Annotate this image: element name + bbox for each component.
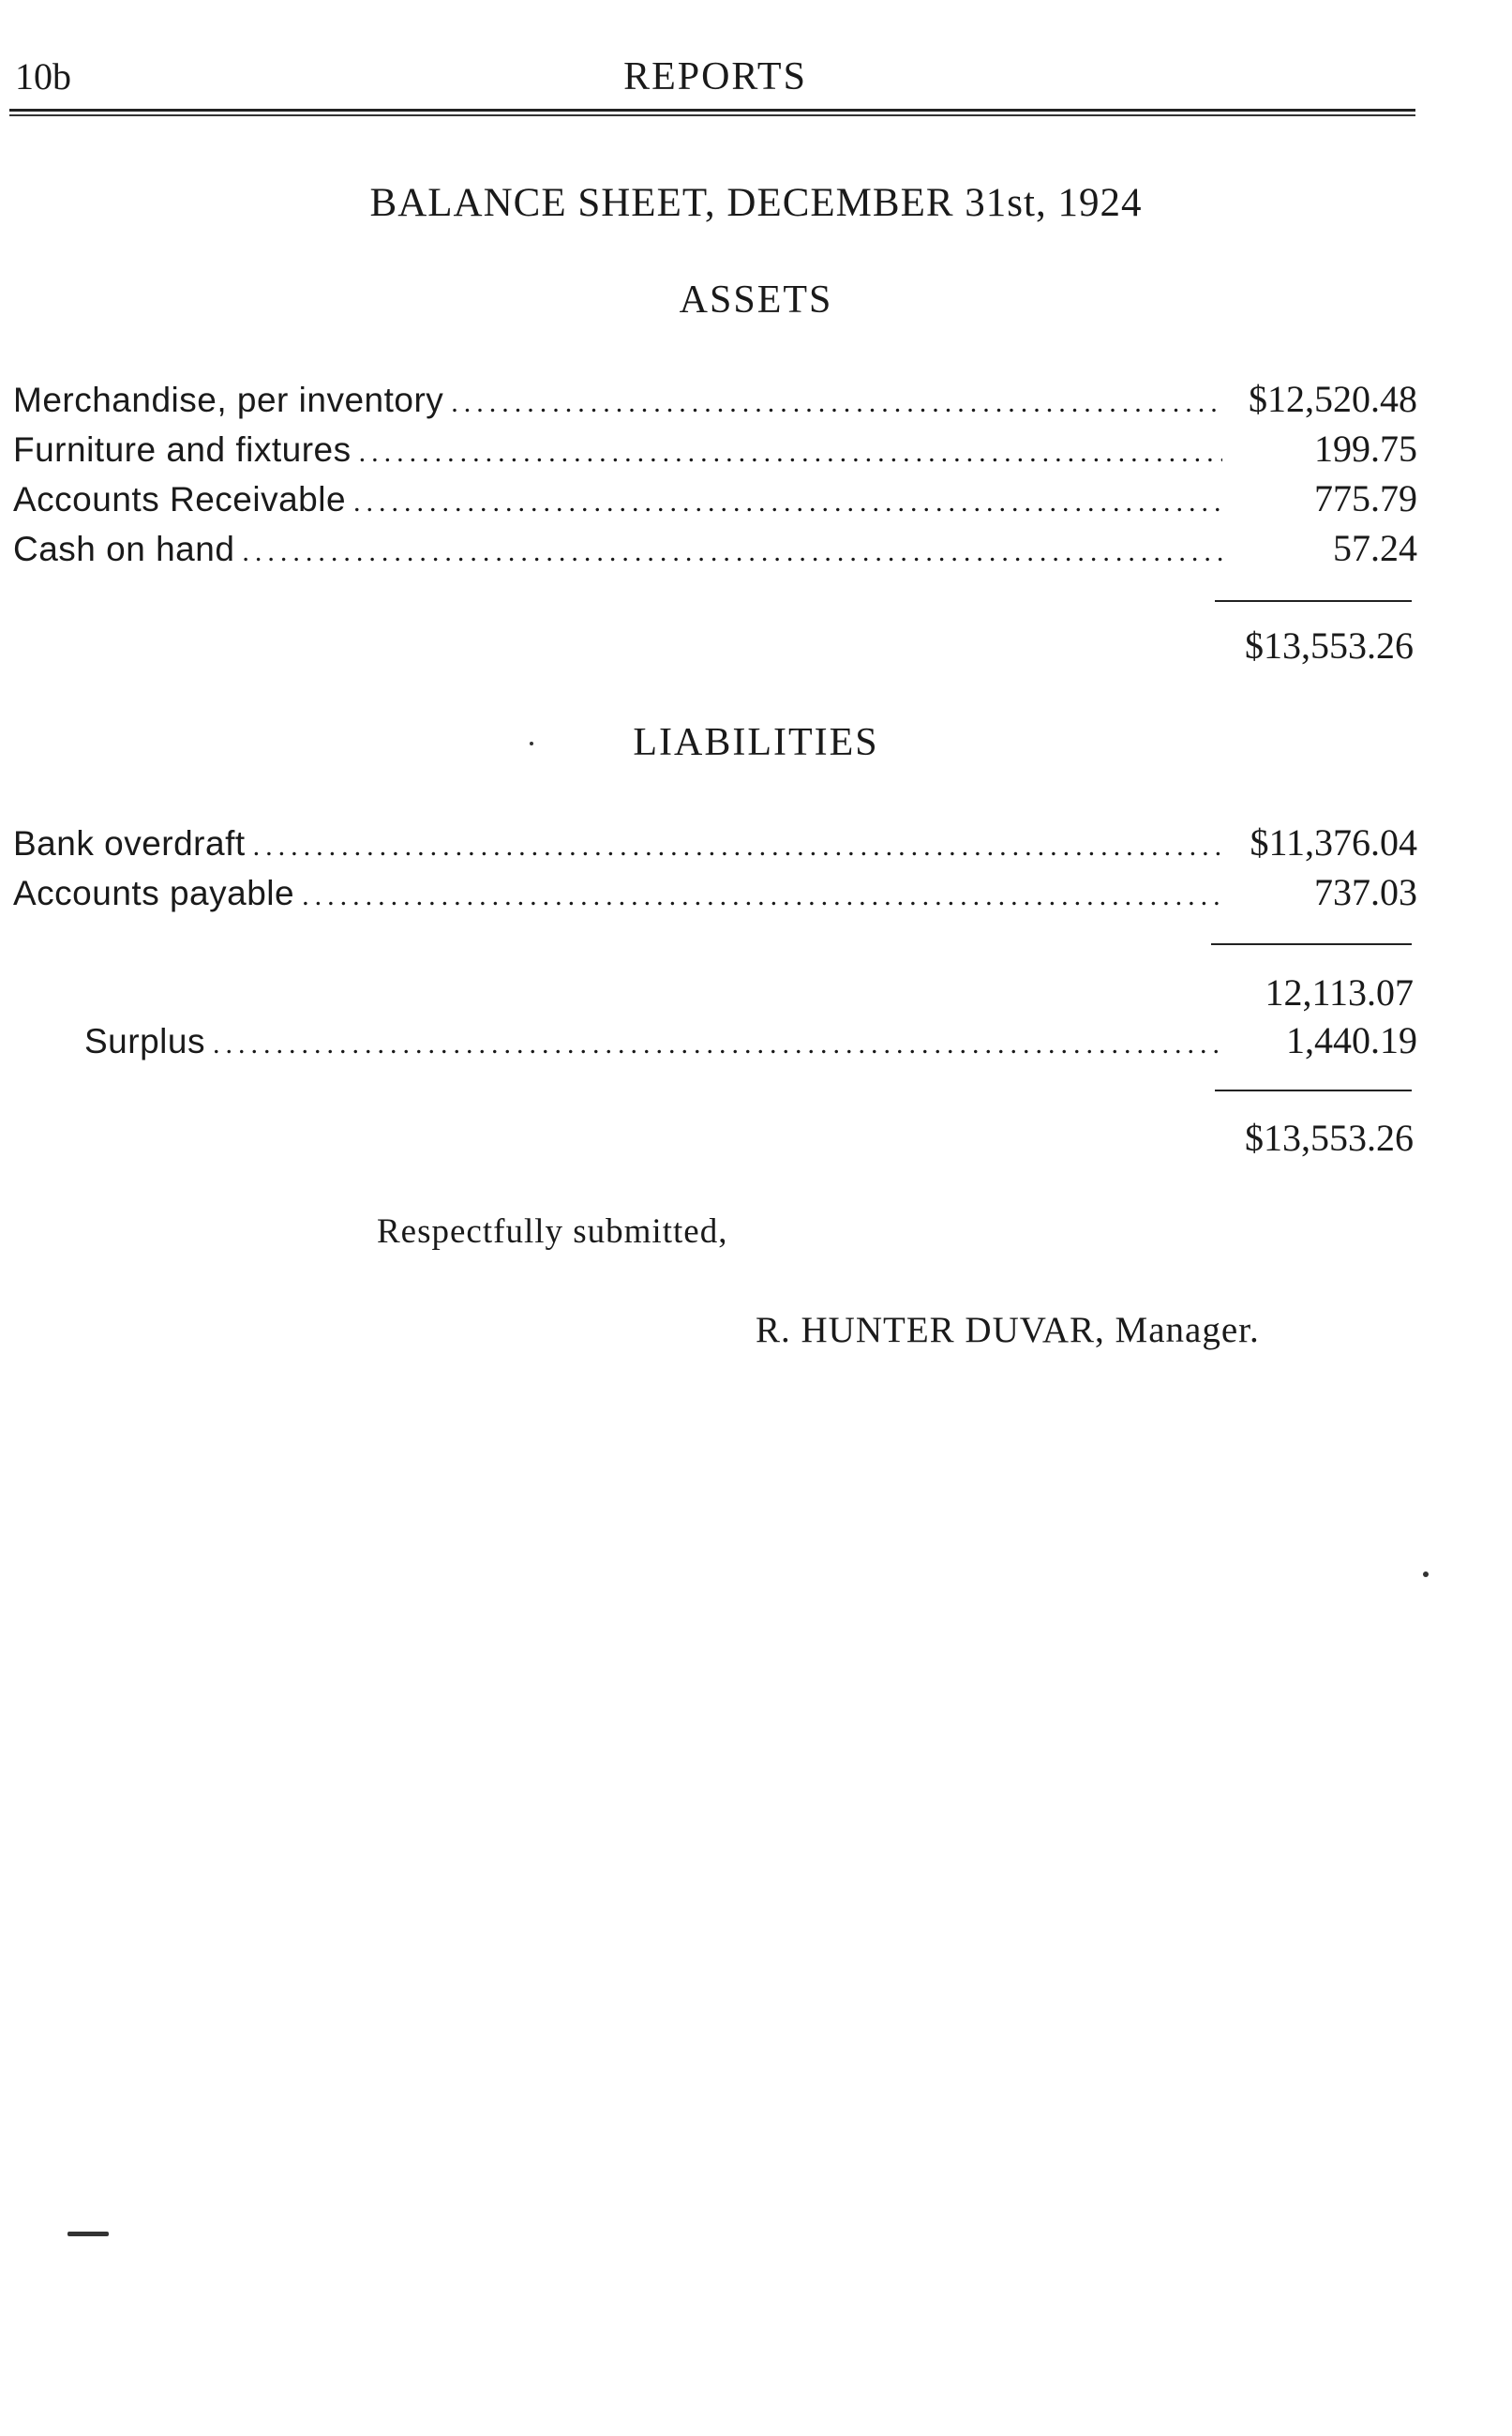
liability-label: Accounts payable bbox=[13, 874, 295, 912]
asset-amount: $12,520.48 bbox=[1249, 378, 1417, 420]
surplus-amount: 1,440.19 bbox=[1286, 1019, 1417, 1061]
dot-leader bbox=[302, 880, 1222, 912]
dot-leader bbox=[451, 387, 1222, 419]
liabilities-total: $13,553.26 bbox=[1245, 1117, 1414, 1159]
asset-label: Cash on hand bbox=[13, 530, 235, 568]
dot-leader bbox=[359, 437, 1222, 469]
asset-label: Accounts Receivable bbox=[13, 480, 347, 519]
dot-leader bbox=[353, 487, 1222, 519]
running-title: REPORTS bbox=[623, 55, 807, 98]
liability-amount: 737.03 bbox=[1314, 871, 1417, 913]
asset-row bbox=[13, 526, 1417, 575]
closing-line: Respectfully submitted, bbox=[377, 1212, 728, 1251]
liability-amount: $11,376.04 bbox=[1250, 821, 1417, 864]
liabilities-subtotal-rule bbox=[1211, 943, 1412, 945]
asset-label: Furniture and fixtures bbox=[13, 430, 352, 469]
assets-total-rule bbox=[1215, 600, 1412, 602]
liability-row bbox=[13, 870, 1417, 919]
surplus-label: Surplus bbox=[84, 1022, 205, 1060]
asset-amount: 57.24 bbox=[1333, 527, 1417, 569]
assets-total: $13,553.26 bbox=[1245, 624, 1414, 667]
running-head bbox=[15, 54, 1415, 111]
signature: R. HUNTER DUVAR, Manager. bbox=[756, 1310, 1260, 1350]
asset-amount: 775.79 bbox=[1314, 477, 1417, 519]
dot-leader bbox=[213, 1029, 1222, 1060]
scan-speck bbox=[1423, 1571, 1429, 1577]
surplus-row bbox=[84, 1018, 1417, 1067]
balance-sheet-title: BALANCE SHEET, DECEMBER 31st, 1924 bbox=[369, 181, 1143, 225]
liability-row bbox=[13, 820, 1417, 869]
asset-amount: 199.75 bbox=[1314, 428, 1417, 470]
assets-heading: ASSETS bbox=[679, 278, 833, 322]
asset-row bbox=[13, 377, 1417, 426]
liabilities-heading: LIABILITIES bbox=[633, 721, 879, 764]
asset-row bbox=[13, 427, 1417, 475]
liabilities-subtotal: 12,113.07 bbox=[1265, 971, 1414, 1014]
page-number: 10b bbox=[15, 55, 71, 98]
asset-row bbox=[13, 476, 1417, 525]
dot-leader bbox=[253, 831, 1222, 863]
scan-smudge bbox=[67, 2232, 109, 2236]
asset-label: Merchandise, per inventory bbox=[13, 381, 444, 419]
grand-total-rule bbox=[1215, 1090, 1412, 1091]
liability-label: Bank overdraft bbox=[13, 824, 246, 863]
header-rule bbox=[9, 109, 1415, 116]
scan-speck bbox=[530, 742, 533, 745]
dot-leader bbox=[242, 536, 1222, 568]
